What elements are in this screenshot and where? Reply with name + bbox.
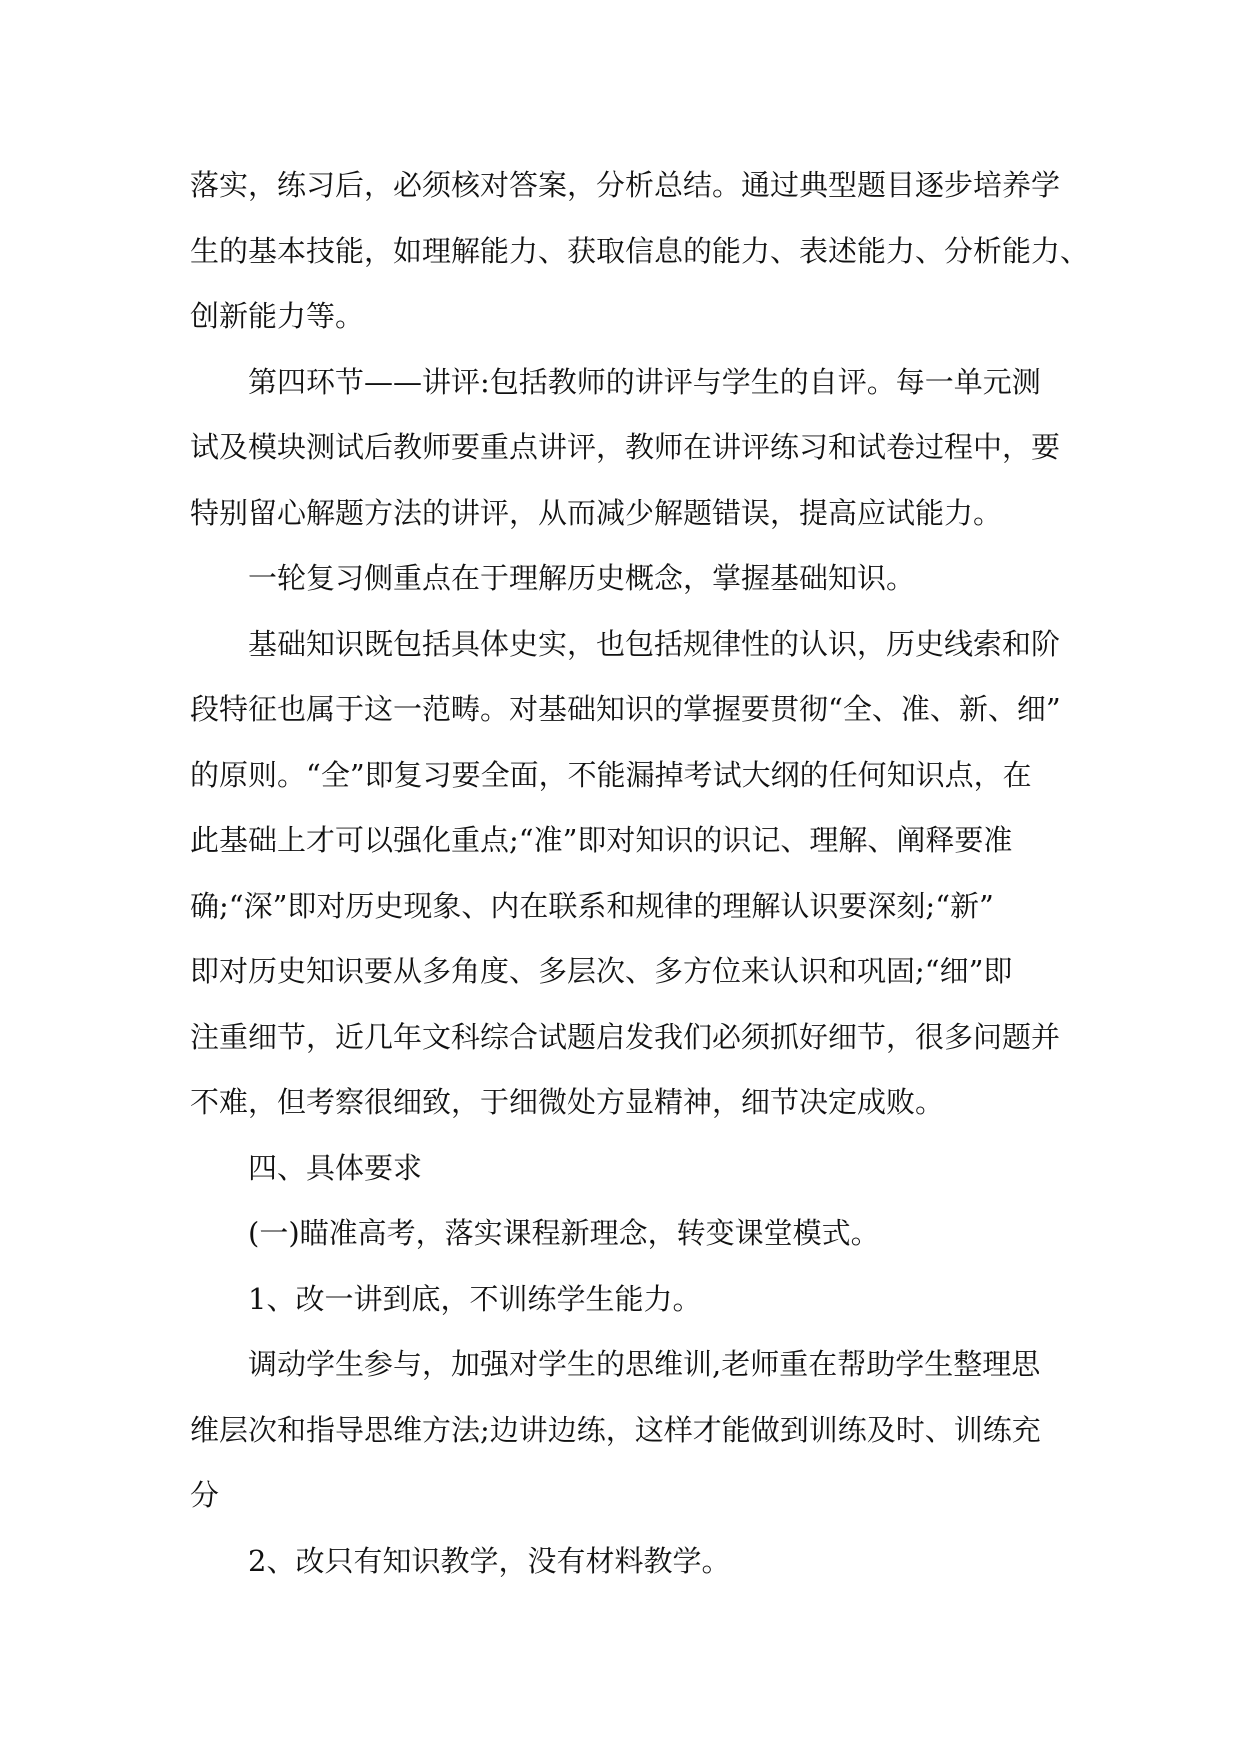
numbered-item-text: 1、改一讲到底，不训练学生能力。 bbox=[248, 1281, 702, 1316]
text-line: 特别留心解题方法的讲评，从而减少解题错误，提高应试能力。 bbox=[190, 495, 1003, 530]
text-line: 注重细节，近几年文科综合试题启发我们必须抓好细节，很多问题并 bbox=[190, 1019, 1061, 1054]
text-line: 维层次和指导思维方法;边讲边练，这样才能做到训练及时、训练充 bbox=[190, 1412, 1041, 1447]
section-heading-text: 四、具体要求 bbox=[248, 1150, 423, 1185]
text-line: 基础知识既包括具体史实，也包括规律性的认识，历史线索和阶 bbox=[248, 626, 1061, 661]
text-line: 分 bbox=[190, 1478, 220, 1512]
subsection-heading bbox=[190, 1201, 1120, 1267]
numbered-item-heading bbox=[190, 1529, 1120, 1595]
text-line: 试及模块测试后教师要重点讲评，教师在讲评练习和试卷过程中，要 bbox=[190, 430, 1061, 464]
paragraph bbox=[190, 350, 1120, 547]
text-line: 落实，练习后，必须核对答案，分析总结。通过典型题目逐步培养学 bbox=[190, 168, 1061, 202]
subsection-heading-text: (一)瞄准高考，落实课程新理念，转变课堂模式。 bbox=[248, 1216, 880, 1250]
text-line: 一轮复习侧重点在于理解历史概念，掌握基础知识。 bbox=[248, 561, 916, 595]
document-body bbox=[190, 153, 1120, 1594]
text-line: 创新能力等。 bbox=[190, 299, 365, 333]
text-line: 生的基本技能，如理解能力、获取信息的能力、表述能力、分析能力、 bbox=[190, 233, 1090, 268]
text-line: 不难，但考察很细致，于细微处方显精神，细节决定成败。 bbox=[190, 1085, 945, 1119]
paragraph bbox=[190, 546, 1120, 612]
text-line: 即对历史知识要从多角度、多层次、多方位来认识和巩固;“细”即 bbox=[190, 954, 1013, 988]
paragraph bbox=[190, 1332, 1120, 1529]
text-line: 的原则。“全”即复习要全面，不能漏掉考试大纲的任何知识点，在 bbox=[190, 757, 1032, 792]
section-heading bbox=[190, 1136, 1120, 1202]
numbered-item-text: 2、改只有知识教学，没有材料教学。 bbox=[248, 1543, 731, 1578]
text-line: 确;“深”即对历史现象、内在联系和规律的理解认识要深刻;“新” bbox=[190, 888, 994, 923]
paragraph bbox=[190, 153, 1120, 350]
text-line: 段特征也属于这一范畴。对基础知识的掌握要贯彻“全、准、新、细” bbox=[190, 692, 1061, 726]
text-line: 第四环节——讲评:包括教师的讲评与学生的自评。每一单元测 bbox=[248, 364, 1041, 399]
text-line: 此基础上才可以强化重点;“准”即对知识的识记、理解、阐释要准 bbox=[190, 823, 1013, 857]
numbered-item-heading bbox=[190, 1267, 1120, 1333]
text-line: 调动学生参与，加强对学生的思维训,老师重在帮助学生整理思 bbox=[248, 1347, 1041, 1381]
paragraph bbox=[190, 612, 1120, 1136]
